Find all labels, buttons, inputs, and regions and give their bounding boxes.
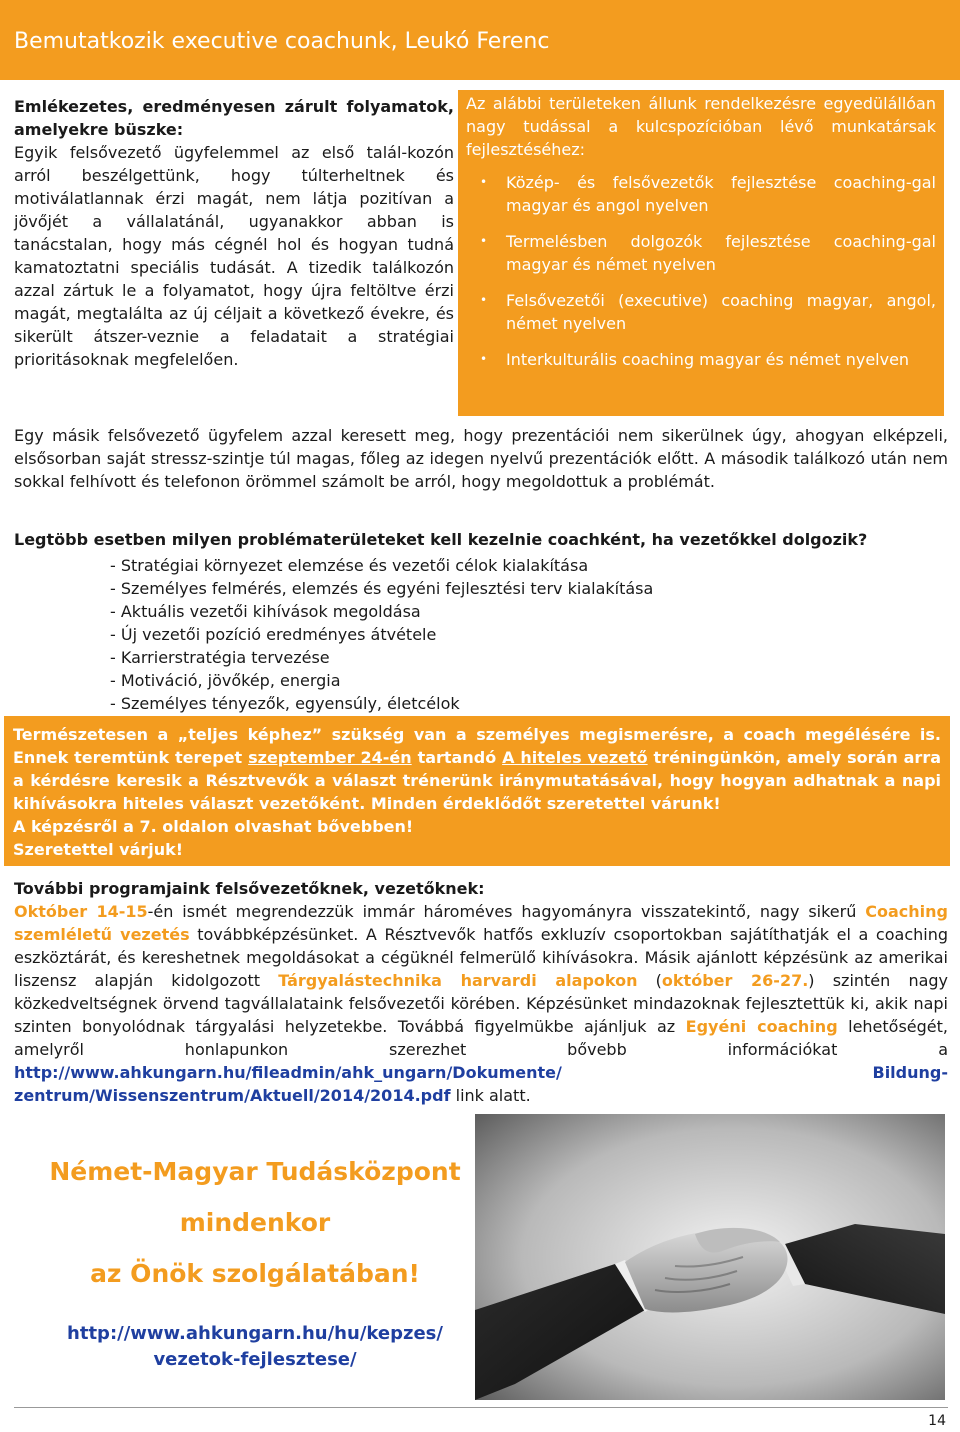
handshake-photo [475,1114,945,1400]
program-coaching-leadership: Coaching szemléletű vezetés [14,902,948,944]
expertise-box [458,90,944,416]
promo-text: Természetesen a „teljes képhez” szükség van a személyes megismerésre, a coach megélésére is. Ennek teremtünk terepet szeptember 24-én tartandó A hiteles vezető tréningünkön, amely során arra a kérdésre keresik a Résztvevők a választ trénerünk iránymutatásával, hogy hogyan adhatnak a napi kihívásokra hiteles választ vezetőként. Minden érdeklődőt szeretettel várunk! [13,725,942,813]
handshake-icon [475,1114,945,1400]
list-item: • Termelésben dolgozók fejlesztése coaching-gal magyar és német nyelven [480,232,936,274]
story-left-column [14,95,454,371]
problems-question: Legtöbb esetben milyen problématerületeket kell kezelnie coachként, ha vezetőkkel dolgozik? [14,530,868,549]
bullet-icon: • [480,175,488,189]
programs-section [14,877,948,1107]
tagline-line-2: mindenkor [179,1208,331,1237]
programs-text: Október 14-15-én ismét megrendezzük immár hároméves hagyományra visszatekintő, nagy sikerű Coaching szemléletű vezetés továbbképzésünket. A Résztvevők hatfős exkluzív csoportokban sajátíthatják el a coaching eszköztárát, és kereshetnek megoldásokat a cégüknél felmerülő kihívásokra. Másik ajánlott képzésünk az amerikai liszensz alapján kidolgozott Tárgyalástechnika harvardi alapokon (október 26-27.) szintén nagy közkedveltségnek örvend tagvállalataink felsővezetői körében. Képzésünket mindazoknak fejlesztettük ki, akik napi szinten bonyolódnak tárgyalási helyzetekbe. Továbbá figyelmükbe ajánljuk az Egyéni coaching lehetőségét, amelyről honlapunkon szerezhet bővebb információkat a http://www.ahkungarn.hu/fileadmin/ahk_ungarn/Dokumente/ Bildung-zentrum/Wissenszentrum/Aktuell/2014/2014.pdf link alatt. [14,902,949,1105]
promo-closing: Szeretettel várjuk! [13,840,184,859]
page-header-bar [0,0,960,80]
list-item: - Személyes tényezők, egyensúly, életcélok [110,694,460,713]
program-negotiation-date: október 26-27. [661,971,809,990]
tagline-line-1: Német-Magyar Tudásközpont [49,1157,461,1186]
promo-date: szeptember 24-én [248,748,412,767]
training-promo-box [4,716,950,866]
programs-link[interactable]: http://www.ahkungarn.hu/fileadmin/ahk_ungarn/Dokumente/ Bildung-zentrum/Wissenszentrum/Aktuell/2014/2014.pdf [14,1063,948,1105]
expertise-intro: Az alábbi területeken állunk rendelkezésre egyedülállóan nagy tudással a kulcspozícióban lévő munkatársak fejlesztéséhez: [466,94,936,159]
story-lead: Emlékezetes, eredményesen zárult folyamatok, amelyekre büszke: [14,97,454,139]
tagline-link[interactable]: http://www.ahkungarn.hu/hu/kepzes/ vezetok-fejlesztese/ [67,1323,443,1370]
promo-training-name: A hiteles vezető [502,748,648,767]
story-body: Egyik felsővezető ügyfelemmel az első talál-kozón arról beszélgettünk, hogy túlterheltnek és motiválatlannak érzi magát, nem látja pozitívan a jövőjét a vállalatánál, ugyanakkor abban is tanácstalan, hogy más cégnél hol és hogyan tudná kamatoztatni speciális tudását. A tizedik találkozón azzal zártuk le a folyamatot, hogy újra feltöltve érzi magát, megtalálta az új céljait a következő évekre, és sikerült átszer-veznie a feladatait a stratégiai prioritásoknak megfelelően. [14,143,454,369]
story-second-text: Egy másik felsővezető ügyfelem azzal keresett meg, hogy prezentációi nem sikerülnek úgy, ahogyan elképzeli, elsősorban saját stressz-szintje túl magas, főleg az idegen nyelvű prezentációk előtt. A második találkozó után nem sokkal felhívott és telefonon örömmel számolt be arról, hogy megoldottuk a problémát. [14,426,948,491]
problems-section [14,528,948,715]
list-item: - Stratégiai környezet elemzése és vezetői célok kialakítása [110,556,589,575]
list-item: • Közép- és felsővezetők fejlesztése coaching-gal magyar és angol nyelven [480,173,936,215]
tagline-line-3: az Önök szolgálatában! [90,1259,420,1288]
bullet-icon: • [480,293,488,307]
footer-divider [14,1407,948,1408]
list-item: - Karrierstratégia tervezése [110,648,330,667]
list-item: - Új vezetői pozíció eredményes átvétele [110,625,437,644]
list-item: - Aktuális vezetői kihívások megoldása [110,602,421,621]
bullet-icon: • [480,352,488,366]
list-item: • Felsővezetői (executive) coaching magyar, angol, német nyelven [480,291,936,333]
knowledge-center-tagline [30,1146,480,1373]
list-item: - Személyes felmérés, elemzés és egyéni fejlesztési terv kialakítása [110,579,654,598]
expertise-list [466,171,936,371]
promo-page-ref: A képzésről a 7. oldalon olvashat bővebben! [13,817,414,836]
page-title: Bemutatkozik executive coachunk, Leukó Ferenc [14,29,550,54]
programs-heading: További programjaink felsővezetőknek, vezetőknek: [14,879,485,898]
program-individual-coaching: Egyéni coaching [685,1017,838,1036]
list-item: - Motiváció, jövőkép, energia [110,671,341,690]
story-second [14,424,948,493]
program-date-october: Október 14-15 [14,902,148,921]
problems-list [110,554,948,715]
list-item: • Interkulturális coaching magyar és német nyelven [480,350,910,369]
bullet-icon: • [480,234,488,248]
page-number: 14 [928,1413,946,1429]
program-negotiation: Tárgyalástechnika harvardi alapokon [278,971,638,990]
